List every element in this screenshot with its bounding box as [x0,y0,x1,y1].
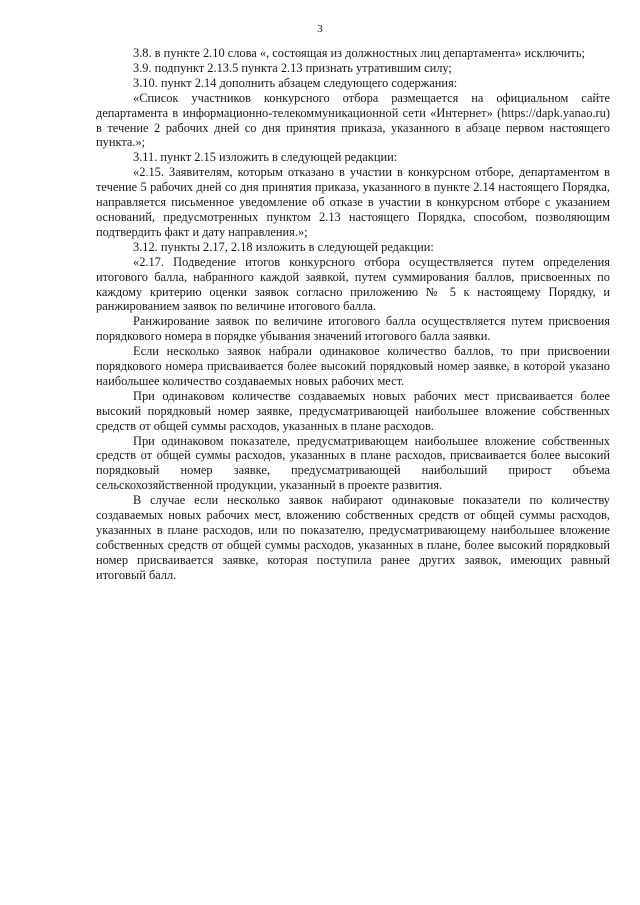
paragraph-3-12: 3.12. пункты 2.17, 2.18 изложить в следующей редакции: [133,239,434,254]
paragraph-3-8: 3.8. в пункте 2.10 слова «, состоящая из должностных лиц департамента» исключить; [133,46,585,60]
paragraph-3-11: 3.11. пункт 2.15 изложить в следующей редакции: [133,150,398,165]
paragraph-quote-2-17: «2.17. Подведение итогов конкурсного отбора осуществляется путем определения итогового балла, набранного каждой заявкой, путем суммирования баллов, присвоенных по каждому критерию оценки заявок согласно приложению № 5 к настоящему Порядку, и ранжированием заявок по величине итогового балла. [96,254,610,314]
paragraph-3-10: 3.10. пункт 2.14 дополнить абзацем следующего содержания: [133,75,458,90]
paragraph-3-9: 3.9. подпункт 2.13.5 пункта 2.13 признать утратившим силу; [133,60,452,75]
paragraph-equal-jobs: При одинаковом количестве создаваемых новых рабочих мест присваивается более высокий порядковый номер заявке, предусматривающей наибольшее вложение собственных средств от общей суммы расходов, указанных в плане расходов. [96,388,610,433]
page-number: 3 [317,23,323,35]
document-body [96,46,610,583]
paragraph-equal-investment: При одинаковом показателе, предусматривающем наибольшее вложение собственных средств от общей суммы расходов, указанных в плане расходов, присваивается более высокий порядковый номер заявке, предусматривающей наибольший прирост объема сельскохозяйственной продукции, указанный в проекте развития. [96,433,610,493]
paragraph-equal-all: В случае если несколько заявок набирают одинаковые показатели по количеству создаваемых новых рабочих мест, вложению собственных средств от общей суммы расходов, указанных в плане расходов, или по показателю, предусматривающему наибольшее вложение собственных средств от общей суммы расходов, указанных в плане, более высокий порядковый номер присваивается заявке, которая поступила ранее других заявок, имеющих равный итоговый балл. [96,493,610,582]
paragraph-equal-scores: Если несколько заявок набрали одинаковое количество баллов, то при присвоении порядкового номера присваивается более высокий порядковый номер заявке, в которой указано наибольшее количество создаваемых новых рабочих мест. [96,344,610,388]
paragraph-ranking: Ранжирование заявок по величине итогового балла осуществляется путем присвоения порядкового номера в порядке убывания значений итогового балла заявки. [96,314,610,344]
paragraph-quote-2-15: «2.15. Заявителям, которым отказано в участии в конкурсном отборе, департаментом в течение 5 рабочих дней со дня принятия приказа, указанного в пункте 2.14 настоящего Порядка, направляется письменное уведомление об отказе в участии в конкурсном отборе с указанием оснований, предусмотренных пунктом 2.13 настоящего Порядка, способом, позволяющим подтвердить факт и дату направления.»; [96,165,610,239]
paragraph-quote-list: «Список участников конкурсного отбора размещается на официальном сайте департамента в информационно-телекоммуникационной сети «Интернет» (https://dapk.yanao.ru) в течение 2 рабочих дней со дня принятия приказа, указанного в абзаце первом настоящего пункта.»; [96,90,610,150]
